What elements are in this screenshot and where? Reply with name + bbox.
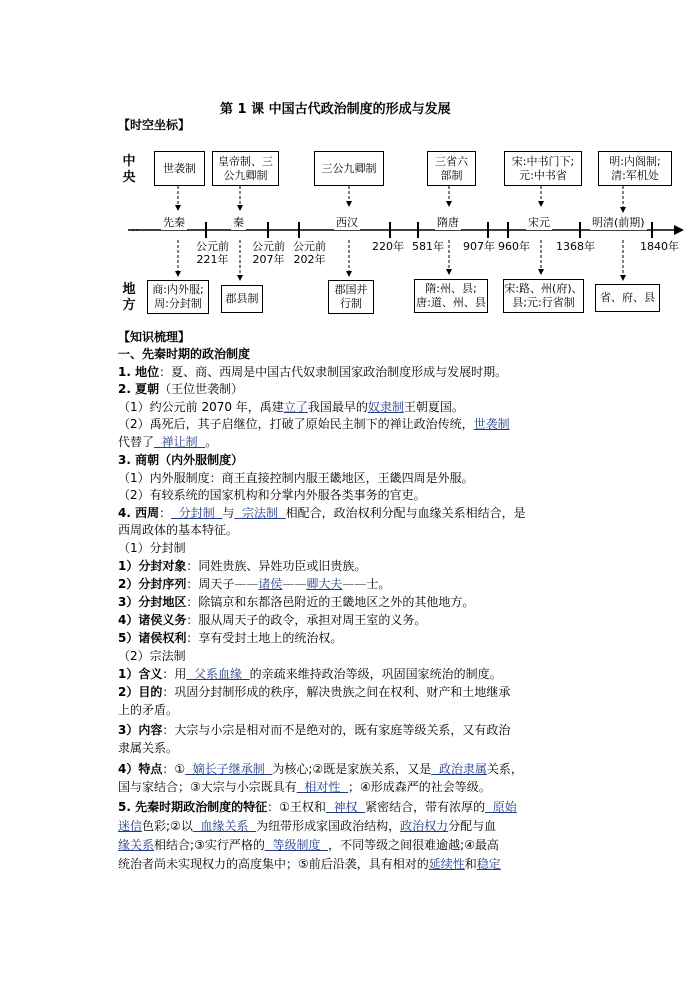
year-207bc: 公元前 207年 (252, 240, 285, 266)
text-span: ：除镐京和东都洛邑附近的王畿地区之外的其他地方。 (186, 595, 475, 609)
text-span: ： (159, 506, 172, 520)
text-span: ：周天子 (186, 577, 235, 591)
underline-answer: 稳定 (476, 857, 501, 871)
underline-answer: 立了 (283, 400, 308, 414)
year-1840: 1840年 (640, 240, 679, 253)
text-span: 国与家结合；③大宗与小宗既具有 (118, 780, 297, 794)
dash: —— (234, 577, 259, 591)
underline-answer: 神权 (325, 800, 366, 814)
underline-answer: 卿大夫 (306, 577, 343, 591)
zongfa-3a (118, 722, 510, 739)
era-suitang: 隋唐 (437, 216, 459, 229)
para-shang-heading (118, 452, 243, 469)
fenfeng-1 (118, 558, 366, 575)
text-span: 分配与血 (448, 819, 497, 833)
year-202bc: 公元前 202年 (293, 240, 326, 266)
zongfa-2a (118, 684, 510, 701)
text-span: 。 (205, 435, 218, 449)
para-status-label: 1. 地位 (118, 365, 160, 379)
central-box-songyuan: 宋:中书门下; 元:中书省 (504, 151, 582, 186)
section-timeline-heading: 【时空坐标】 (118, 118, 191, 132)
underline-answer: 等级制度 (264, 838, 329, 852)
text-span: ：同姓贵族、异姓功臣或旧贵族。 (186, 559, 367, 573)
timeline-arrows (178, 186, 623, 280)
para-xia-sub: （王位世袭制） (159, 382, 244, 396)
underline-answer: 世袭制 (473, 417, 510, 431)
text-span: 我国最早的 (307, 400, 368, 414)
underline-answer: 嫡长子继承制 (185, 762, 273, 776)
central-box-qin: 皇帝制、三 公九卿制 (212, 151, 279, 186)
item-label: 1）分封对象 (118, 559, 187, 573)
text-span: 和 (464, 857, 477, 871)
heading-pre-qin: 一、先秦时期的政治制度 (118, 347, 251, 361)
text-span: ：用 (162, 667, 187, 681)
text-span: 相配合，政治权利分配与血缘关系相结合，是 (285, 506, 526, 520)
local-box-mingqing: 省、府、县 (595, 284, 660, 312)
dash: —— (342, 577, 367, 591)
fenfeng-3 (118, 594, 474, 611)
era-songyuan: 宋元 (528, 216, 550, 229)
para-status (118, 364, 507, 381)
underline-answer: 迷信 (118, 819, 143, 833)
text-span: ：①王权和 (267, 800, 326, 814)
text-span: ；④形成森严的社会等级。 (348, 780, 491, 794)
para-xia-2 (118, 416, 510, 433)
underline-answer: 宗法制 (234, 506, 286, 520)
text-span: 统治者尚未实现权力的高度集中；⑤前后沿袭，具有相对的 (118, 857, 429, 871)
para-status-text: ：夏、商、西周是中国古代奴隶制国家政治制度形成与发展时期。 (159, 365, 508, 379)
para-shang-label: 3. 商朝 (118, 453, 160, 467)
zongfa-2b: 上的矛盾。 (118, 703, 179, 717)
text-span: ：大宗与小宗是相对而不是绝对的，既有家庭等级关系，又有政治 (162, 723, 511, 737)
central-box-suitang: 三省六 部制 (427, 151, 476, 186)
para-xia-3 (118, 434, 217, 451)
central-label: 中央 (122, 154, 136, 185)
underline-answer: 分封制 (171, 506, 223, 520)
section-knowledge-heading: 【知识梳理】 (118, 330, 191, 344)
central-box-han: 三公九卿制 (314, 151, 384, 186)
fenfeng-2 (118, 576, 390, 593)
era-mingqing: 明清(前期) (592, 216, 645, 229)
para-shang-1: （1）内外服制度：商王直接控制内服王畿地区，王畿四周是外服。 (118, 471, 474, 485)
para-xia-label: 2. 夏朝 (118, 382, 160, 396)
local-box-shangzhou: 商:内外服; 周:分封制 (147, 280, 209, 314)
text-span: 为核心;②既是家族关系，又是 (272, 762, 432, 776)
item-label: 2）分封序列 (118, 577, 187, 591)
text-span: ：巩固分封制形成的秩序，解决贵族之间在权利、财产和土地继承 (162, 685, 511, 699)
year-907: 907年 (463, 240, 495, 253)
para-shang-2: （2）有较系统的国家机构和分掌内外服各类事务的官吏。 (118, 488, 426, 502)
features-1 (118, 799, 517, 816)
era-xihan: 西汉 (336, 216, 358, 229)
para-zhou-2: 西周政体的基本特征。 (118, 523, 239, 537)
local-box-suitang: 隋:州、县; 唐:道、州、县 (414, 279, 488, 313)
text-span: 的亲疏来维持政治等级，巩固国家统治的制度。 (249, 667, 502, 681)
fenfeng-5 (118, 630, 342, 647)
underline-answer: 政治权力 (400, 819, 449, 833)
year-221bc: 公元前 221年 (196, 240, 229, 266)
text-span: ：服从周天子的政令，承担对周王室的义务。 (186, 613, 427, 627)
era-qin: 秦 (233, 216, 244, 229)
sub-fenfeng: （1）分封制 (118, 541, 186, 555)
text-span: 为纽带形成家国政治结构， (256, 819, 401, 833)
item-label: 3）分封地区 (118, 595, 187, 609)
year-960: 960年 (498, 240, 530, 253)
local-box-han: 郡国并 行制 (328, 280, 374, 314)
para-zhou-1 (118, 505, 526, 522)
central-box-mingqing: 明:内阁制; 清:军机处 (598, 151, 672, 186)
text-span: （2）禹死后，其子启继位，打破了原始民主制下的禅让政治传统， (118, 417, 474, 431)
item-label: 5）诸侯权利 (118, 631, 187, 645)
text-span: 代替了 (118, 435, 155, 449)
item-label: 4）诸侯义务 (118, 613, 187, 627)
underline-answer: 奴隶制 (367, 400, 404, 414)
para-xia-heading (118, 381, 243, 398)
text-span: （1）约公元前 2070 年，禹建 (118, 400, 284, 414)
local-box-songyuan: 宋:路、州(府)、 县;元:行省制 (503, 279, 584, 313)
text-span: 紧密结合，带有浓厚的 (365, 800, 486, 814)
features-4 (118, 856, 501, 873)
para-zhou-label: 4. 西周 (118, 506, 160, 520)
text-span: 士。 (366, 577, 391, 591)
text-span: ：享有受封土地上的统治权。 (186, 631, 343, 645)
page-title: 第 1 课 中国古代政治制度的形成与发展 (220, 102, 451, 117)
item-label: 3）内容 (118, 723, 163, 737)
underline-answer: 政治隶属 (431, 762, 487, 776)
dash: —— (282, 577, 307, 591)
central-box-xia: 世袭制 (154, 151, 205, 186)
text-span: 关系， (486, 762, 523, 776)
para-xia-1 (118, 399, 464, 416)
era-xianqin: 先秦 (163, 216, 185, 229)
item-label: 4）特点 (118, 762, 163, 776)
zongfa-3b: 隶属关系。 (118, 741, 179, 755)
item-label: 1）含义 (118, 667, 163, 681)
text-span: 与 (222, 506, 235, 520)
features-3 (118, 837, 499, 854)
para-shang-sub: （内外服制度） (159, 453, 244, 467)
text-span: 王朝夏国。 (403, 400, 464, 414)
text-span: ，不同等级之间很难逾越;④最高 (328, 838, 499, 852)
underline-answer: 禅让制 (154, 435, 206, 449)
year-220: 220年 (372, 240, 404, 253)
local-box-qin: 郡县制 (221, 285, 263, 313)
underline-answer: 相对性 (296, 780, 349, 794)
underline-answer: 血缘关系 (192, 819, 257, 833)
features-2 (118, 818, 496, 835)
underline-answer: 延续性 (428, 857, 465, 871)
year-581: 581年 (412, 240, 444, 253)
underline-answer: 原始 (485, 800, 517, 814)
item-label: 5. 先秦时期政治制度的特征 (118, 800, 268, 814)
item-label: 2）目的 (118, 685, 163, 699)
zongfa-4b (118, 779, 491, 796)
zongfa-4a (118, 761, 523, 778)
underline-answer: 缘关系 (118, 838, 155, 852)
underline-answer: 父系血缘 (186, 667, 250, 681)
text-span: ：① (162, 762, 186, 776)
local-label: 地方 (122, 282, 136, 313)
text-span: 相结合;③实行严格的 (154, 838, 265, 852)
year-1368: 1368年 (556, 240, 595, 253)
zongfa-1 (118, 666, 502, 683)
fenfeng-4 (118, 612, 426, 629)
sub-zongfa: （2）宗法制 (118, 649, 186, 663)
underline-answer: 诸侯 (258, 577, 283, 591)
text-span: 色彩;②以 (142, 819, 193, 833)
